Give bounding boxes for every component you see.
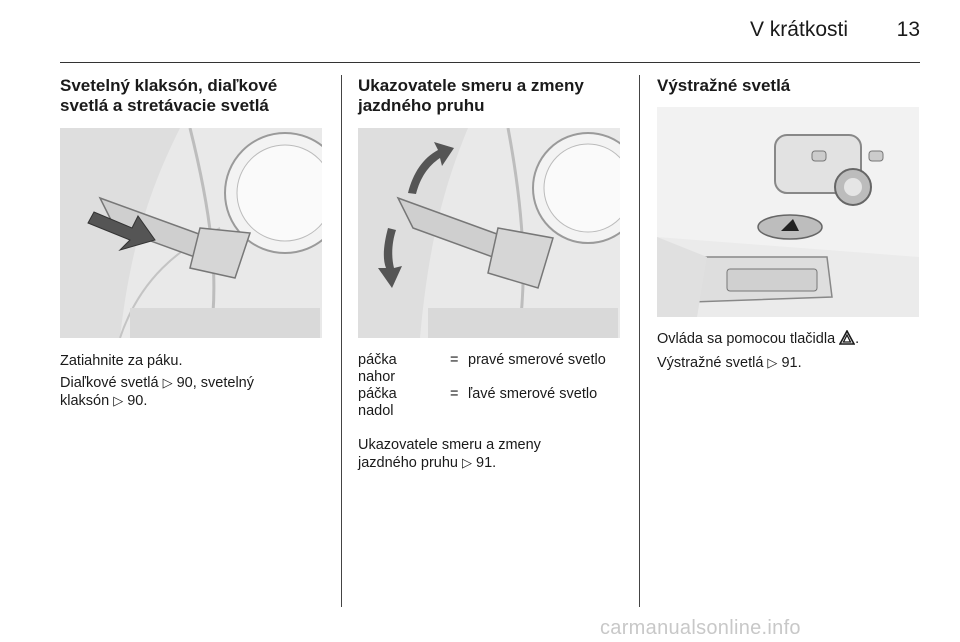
turn-signal-lever-illustration bbox=[358, 128, 620, 338]
page-ref-icon: ▷ bbox=[767, 355, 778, 370]
lever-legend bbox=[358, 352, 628, 420]
instruction-text: Ovláda sa pomocou tlačidla . bbox=[657, 330, 927, 350]
section-heading: Ukazovatele smeru a zmeny jazdného pruhu bbox=[358, 76, 584, 115]
legend-row bbox=[358, 352, 628, 386]
legend-definition: ľavé smerové svetlo bbox=[468, 386, 598, 402]
headlight-lever-illustration bbox=[60, 128, 322, 338]
page-ref-icon: ▷ bbox=[113, 393, 124, 408]
section-heading: Výstražné svetlá bbox=[657, 76, 791, 95]
page-ref-icon: ▷ bbox=[162, 375, 173, 390]
legend-term: páčka nahor bbox=[358, 352, 397, 385]
legend-equals: = bbox=[450, 386, 459, 402]
hazard-switch-illustration bbox=[657, 107, 919, 317]
page-header bbox=[60, 0, 920, 63]
section-title: V krátkosti bbox=[749, 18, 848, 41]
reference-text: Výstražné svetlá ▷ 91. bbox=[657, 355, 802, 371]
page-number: 13 bbox=[896, 18, 920, 41]
column-divider bbox=[639, 75, 640, 607]
column-divider bbox=[341, 75, 342, 607]
page-ref-icon: ▷ bbox=[462, 455, 472, 470]
reference-text: Diaľkové svetlá ▷ 90, svetelný klaksón ▷ 90. bbox=[60, 375, 254, 409]
watermark: carmanualsonline.info bbox=[600, 617, 801, 639]
legend-definition: pravé smerové svetlo bbox=[468, 352, 606, 368]
section-heading: Svetelný klaksón, diaľkové svetlá a stretávacie svetlá bbox=[60, 76, 278, 115]
legend-term: páčka nadol bbox=[358, 386, 397, 419]
hazard-triangle-icon bbox=[839, 330, 855, 350]
legend-row bbox=[358, 386, 628, 420]
reference-text: Ukazovatele smeru a zmeny jazdného pruhu ▷ 91. bbox=[358, 437, 541, 471]
column-turn-signals bbox=[358, 76, 622, 116]
instruction-text: Zatiahnite za páku. bbox=[60, 353, 183, 369]
column-hazard-lights bbox=[657, 76, 921, 96]
column-headlights bbox=[60, 76, 324, 116]
legend-equals: = bbox=[450, 352, 459, 368]
